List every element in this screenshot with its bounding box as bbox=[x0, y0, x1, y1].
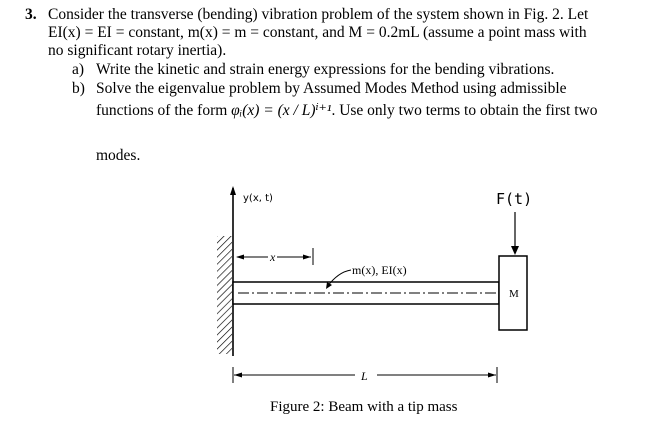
y-axis-arrowhead bbox=[230, 186, 236, 195]
problem-number: 3. bbox=[25, 6, 37, 23]
x-dimension-arrow-right bbox=[303, 255, 311, 260]
mass-label: M bbox=[509, 288, 519, 300]
wall-hatching bbox=[217, 236, 232, 354]
item-b-text: Solve the eigenvalue problem by Assumed Modes Method using admissible bbox=[96, 80, 567, 97]
problem-line-1: Consider the transverse (bending) vibration problem of the system shown in Fig. 2. Let bbox=[48, 6, 589, 23]
item-a-marker: a) bbox=[72, 61, 85, 78]
item-b-prefix: functions of the form bbox=[96, 102, 228, 119]
problem-line-2: EI(x) = EI = constant, m(x) = m = constant, and M = 0.2mL (assume a point mass with bbox=[48, 24, 587, 41]
force-label: F(t) bbox=[496, 190, 533, 208]
item-b-suffix: . Use only two terms to obtain the first two bbox=[331, 102, 598, 119]
item-b-marker: b) bbox=[72, 80, 85, 97]
problem-line-3: no significant rotary inertia). bbox=[48, 42, 227, 59]
force-arrowhead bbox=[511, 246, 519, 255]
item-b-line-3: modes. bbox=[96, 147, 141, 164]
length-arrow-right bbox=[488, 373, 496, 378]
x-dimension-arrow-left bbox=[236, 255, 244, 260]
x-label: x bbox=[270, 250, 276, 264]
admissible-function-formula: φᵢ(x) = (x / L)ⁱ⁺¹ bbox=[231, 102, 332, 119]
y-axis-label: y(x, t) bbox=[243, 193, 273, 204]
beam-label: m(x), EI(x) bbox=[352, 263, 407, 277]
item-a-text: Write the kinetic and strain energy expressions for the bending vibrations. bbox=[96, 61, 555, 78]
figure-caption: Figure 2: Beam with a tip mass bbox=[270, 399, 458, 415]
length-arrow-left bbox=[234, 373, 242, 378]
length-label: L bbox=[361, 369, 368, 383]
